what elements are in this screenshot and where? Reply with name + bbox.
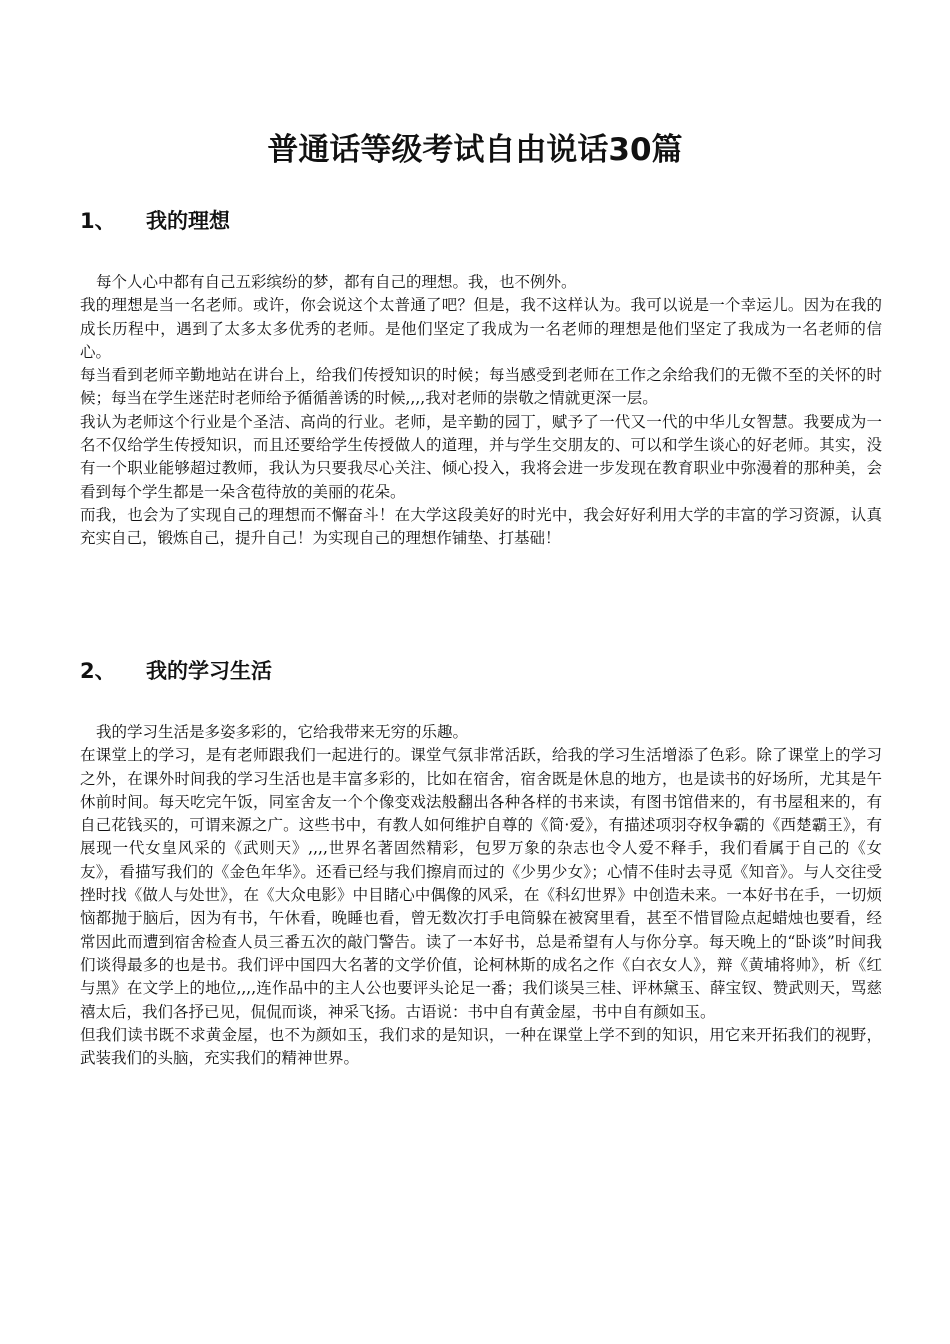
paragraph: 我的理想是当一名老师。或许，你会说这个太普通了吧？但是，我不这样认为。我可以说是一个幸运儿。因为在我的成长历程中，遇到了太多太多优秀的老师。是他们坚定了我成为一名老师的理想是他们坚定了我成为一名老师的信心。 bbox=[80, 296, 882, 361]
section-heading bbox=[80, 206, 230, 236]
paragraph: 每个人心中都有自己五彩缤纷的梦，都有自己的理想。我，也不例外。 bbox=[96, 273, 577, 291]
paragraph: 每当看到老师辛勤地站在讲台上，给我们传授知识的时候；每当感受到老师在工作之余给我们的无微不至的关怀的时候；每当在学生迷茫时老师给予循循善诱的时候,,,,我对老师的崇敬之情就更深一层。 bbox=[80, 366, 882, 408]
section-title: 我的学习生活 bbox=[146, 659, 272, 683]
section-heading bbox=[80, 656, 272, 686]
paragraph: 但我们读书既不求黄金屋，也不为颜如玉，我们求的是知识，一种在课堂上学不到的知识，用它来开拓我们的视野，武装我们的头脑，充实我们的精神世界。 bbox=[80, 1025, 882, 1068]
paragraph: 而我，也会为了实现自己的理想而不懈奋斗！在大学这段美好的时光中，我会好好利用大学的丰富的学习资源，认真充实自己，锻炼自己，提升自己！为实现自己的理想作铺垫、打基础！ bbox=[80, 505, 882, 548]
section-body bbox=[80, 271, 882, 551]
paragraph: 在课堂上的学习，是有老师跟我们一起进行的。课堂气氛非常活跃，给我的学习生活增添了色彩。除了课堂上的学习之外，在课外时间我的学习生活也是丰富多彩的，比如在宿舍，宿舍既是休息的地方，也是读书的好场所，尤其是午休前时间。每天吃完午饭，同室舍友一个个像变戏法般翻出各种各样的书来读，有图书馆借来的，有书屋租来的，有自己花钱买的，可谓来源之广。这些书中，有教人如何维护自尊的《简·爱》，有描述项羽夺权争霸的《西楚霸王》，有展现一代女皇风采的《武则天》,,,,世界名著固然精彩，包罗万象的杂志也令人爱不释手，我们看属于自己的《女友》，看描写我们的《金色年华》。还看已经与我们擦肩而过的《少男少女》；心情不佳时去寻觅《知音》。与人交往受挫时找《做人与处世》，在《大众电影》中目睹心中偶像的风采，在《科幻世界》中创造未来。一本好书在手，一切烦恼都抛于脑后，因为有书，午休看，晚睡也看，曾无数次打手电筒躲在被窝里看，甚至不惜冒险点起蜡烛也要看，经常因此而遭到宿舍检查人员三番五次的敲门警告。读了一本好书，总是希望有人与你分享。每天晚上的“卧谈”时间我们谈得最多的也是书。我们评中国四大名著的文学价值，论柯林斯的成名之作《白衣女人》，辩《黄埔将帅》，析《红与黑》在文学上的地位,,,,连作品中的主人公也要评头论足一番；我们谈吴三桂、评林黛玉、薛宝钗、赞武则天，骂慈禧太后，我们各抒已见，侃侃而谈，神采飞扬。古语说：书中自有黄金屋，书中自有颜如玉。 bbox=[80, 746, 882, 1021]
document-title: 普通话等级考试自由说话30篇 bbox=[267, 132, 683, 168]
section-number: 2、 bbox=[80, 659, 116, 683]
section-title: 我的理想 bbox=[146, 209, 230, 233]
paragraph: 我认为老师这个行业是个圣洁、高尚的行业。老师，是辛勤的园丁，赋予了一代又一代的中华儿女智慧。我要成为一名不仅给学生传授知识，而且还要给学生传授做人的道理，并与学生交朋友的、可以和学生谈心的好老师。其实，没有一个职业能够超过教师，我认为只要我尽心关注、倾心投入，我将会进一步发现在教育职业中弥漫着的那种美，会看到每个学生都是一朵含苞待放的美丽的花朵。 bbox=[80, 412, 882, 501]
paragraph: 我的学习生活是多姿多彩的，它给我带来无穷的乐趣。 bbox=[96, 723, 469, 741]
section-body bbox=[80, 721, 882, 1070]
section-number: 1、 bbox=[80, 209, 116, 233]
